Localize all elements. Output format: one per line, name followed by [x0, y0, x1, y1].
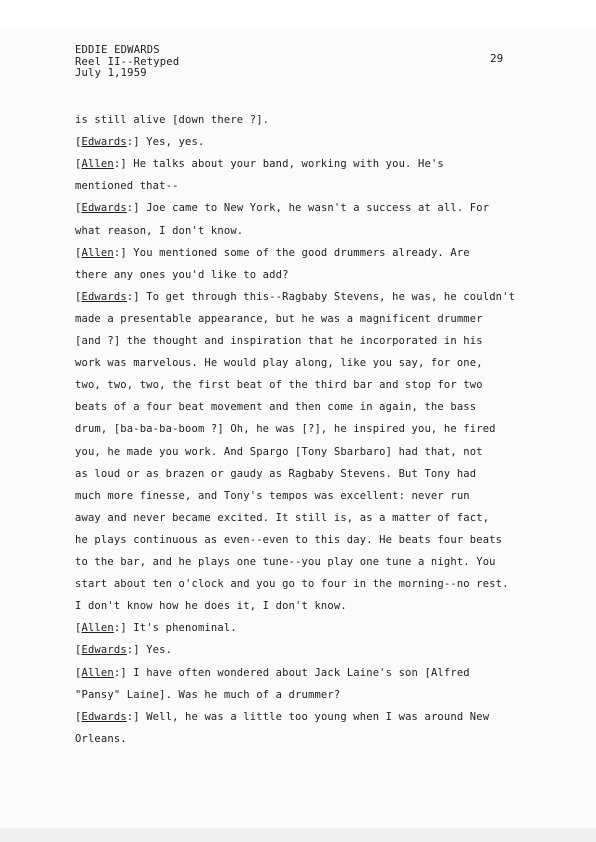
- transcript-line: as loud or as brazen or gaudy as Ragbaby Stevens. But Tony had: [75, 467, 477, 480]
- transcript-line: "Pansy" Laine]. Was he much of a drummer?: [75, 688, 341, 701]
- transcript-line: [and ?] the thought and inspiration that he incorporated in his: [75, 335, 483, 347]
- transcript-line: he plays continuous as even--even to this day. He beats four beats: [75, 533, 503, 546]
- page-top-margin: [0, 0, 596, 28]
- header-date: July 1,1959: [75, 67, 147, 79]
- transcript-line: [75, 667, 470, 679]
- transcript-line: mentioned that--: [75, 180, 179, 193]
- speaker-utterance: :] To get through this--Ragbaby Stevens, he was, he couldn't: [126, 290, 516, 303]
- speaker-utterance: :] You mentioned some of the good drummers already. Are: [113, 246, 470, 259]
- transcript-line: [75, 711, 489, 723]
- speaker-utterance: :] I have often wondered about Jack Laine's son [Alfred: [113, 666, 470, 679]
- transcript-line: [75, 136, 204, 148]
- transcript-line: is still alive [down there ?].: [75, 114, 270, 126]
- header-reel: Reel II--Retyped: [75, 55, 180, 68]
- speaker-name: Allen: [81, 246, 114, 259]
- speaker-name: Edwards: [81, 710, 127, 723]
- page-number: 29: [490, 52, 504, 65]
- transcript-line: drum, [ba-ba-ba-boom ?] Oh, he was [?], he inspired you, he fired: [75, 423, 496, 436]
- transcript-line: away and never became excited. It still is, as a matter of fact,: [75, 511, 490, 524]
- speaker-name: Allen: [81, 666, 114, 679]
- speaker-bracket-open: [: [75, 666, 82, 679]
- speaker-utterance: :] Yes, yes.: [126, 136, 205, 149]
- transcript-header: [75, 45, 179, 80]
- speaker-bracket-open: [: [75, 710, 82, 723]
- speaker-name: Edwards: [81, 202, 127, 215]
- transcript-line: [75, 247, 470, 259]
- transcript-line: you, he made you work. And Spargo [Tony Sbarbaro] had that, not: [75, 445, 483, 458]
- transcript-line: [75, 644, 172, 656]
- speaker-name: Edwards: [81, 644, 127, 657]
- speaker-bracket-open: [: [75, 158, 82, 171]
- speaker-utterance: :] Well, he was a little too young when I was around New: [126, 710, 490, 723]
- speaker-name: Allen: [81, 158, 114, 171]
- transcript-line: I don't know how he does it, I don't know.: [75, 600, 347, 613]
- transcript-line: much more finesse, and Tony's tempos was excellent: never run: [75, 489, 470, 502]
- transcript-line: Orleans.: [75, 732, 127, 745]
- speaker-name: Edwards: [81, 290, 127, 303]
- speaker-utterance: :] He talks about your band, working with you. He's: [113, 158, 444, 171]
- transcript-line: two, two, two, the first beat of the third bar and stop for two: [75, 379, 483, 392]
- transcript-line: what reason, I don't know.: [75, 224, 244, 237]
- transcript-line: [75, 202, 489, 214]
- page-bottom-margin: [0, 828, 596, 842]
- transcript-line: work was marvelous. He would play along, like you say, for one,: [75, 357, 483, 370]
- speaker-name: Allen: [81, 622, 114, 635]
- speaker-utterance: :] It's phenominal.: [113, 622, 237, 635]
- speaker-bracket-open: [: [75, 136, 82, 149]
- transcript-line: made a presentable appearance, but he was a magnificent drummer: [75, 312, 483, 325]
- header-interviewee: EDDIE EDWARDS: [75, 44, 160, 56]
- transcript-line: to the bar, and he plays one tune--you play one tune a night. You: [75, 556, 496, 568]
- transcript-line: there any ones you'd like to add?: [75, 268, 289, 281]
- speaker-bracket-open: [: [75, 644, 82, 657]
- transcript-line: [75, 158, 444, 170]
- speaker-bracket-open: [: [75, 202, 82, 215]
- speaker-bracket-open: [: [75, 622, 82, 635]
- transcript-line: beats of a four beat movement and then come in again, the bass: [75, 401, 477, 414]
- speaker-bracket-open: [: [75, 246, 82, 259]
- transcript-line: start about ten o'clock and you go to four in the morning--no rest.: [75, 578, 509, 591]
- speaker-bracket-open: [: [75, 290, 82, 303]
- transcript-line: [75, 291, 515, 303]
- speaker-name: Edwards: [81, 136, 127, 149]
- speaker-utterance: :] Joe came to New York, he wasn't a success at all. For: [126, 202, 490, 215]
- speaker-utterance: :] Yes.: [126, 644, 173, 657]
- transcript-line: [75, 622, 237, 634]
